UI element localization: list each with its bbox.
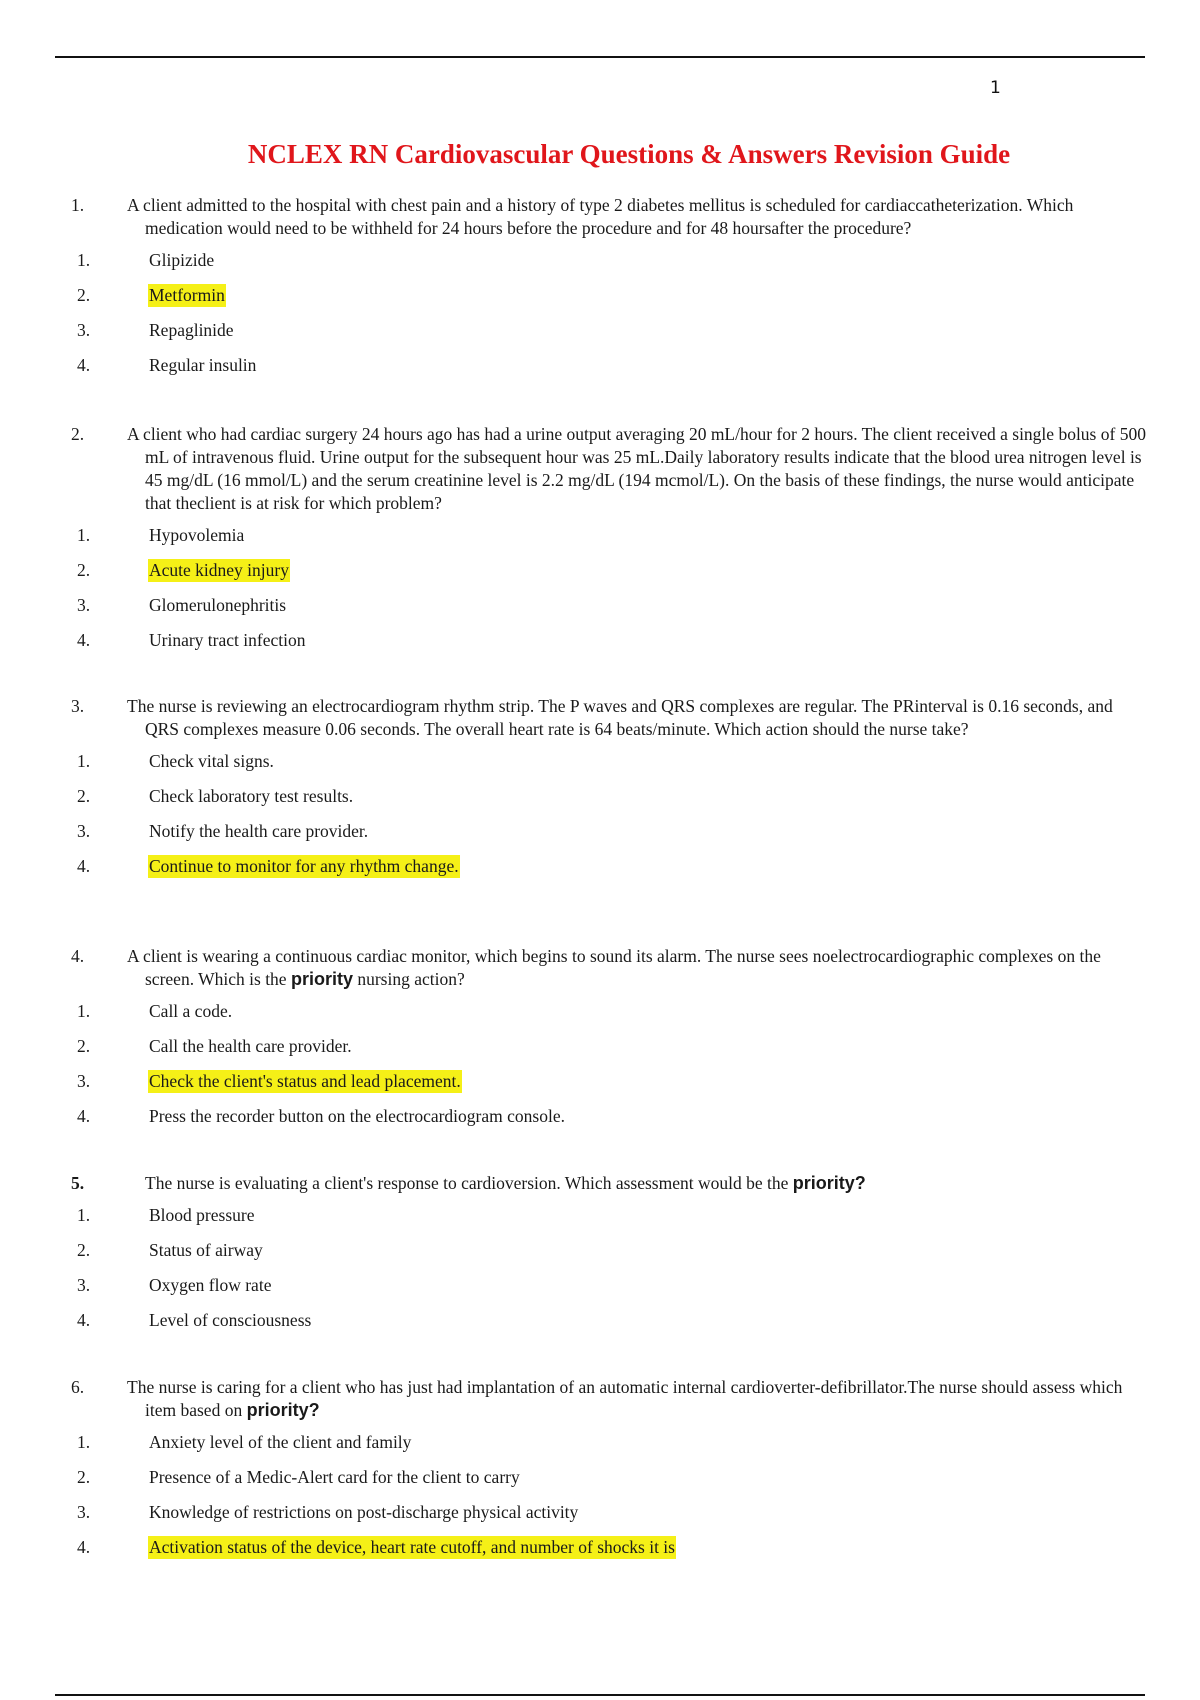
answer-option: 1. Glipizide [77,250,215,270]
answer-option: 4. Urinary tract infection [77,630,306,650]
answer-option: 2. Presence of a Medic-Alert card for the client to carry [77,1467,520,1487]
bottom-rule [55,1694,1145,1696]
question-text: 4. A client is wearing a continuous cardiac monitor, which begins to sound its alarm. The nurse sees noelectrocardiographic complexes on the screen. Which is the priority nursing action? [71,946,1101,989]
answer-option: 1. Blood pressure [77,1205,255,1225]
top-rule [55,56,1145,58]
answer-option: 3. Notify the health care provider. [77,821,369,841]
question-text: 6. The nurse is caring for a client who has just had implantation of an automatic internal cardioverter-defibrillator.The nurse should assess which item based on priority? [71,1377,1123,1420]
answer-option: 1. Anxiety level of the client and family [77,1432,412,1452]
answer-option: 3. Repaglinide [77,320,234,340]
answer-option: 4. Level of consciousness [77,1310,312,1330]
question-text: 5. The nurse is evaluating a client's response to cardioversion. Which assessment would be the priority? [71,1173,866,1193]
question-5 [71,1172,1148,1339]
priority-keyword: priority [290,969,353,989]
answer-option-correct: 4. Continue to monitor for any rhythm change. [77,856,459,876]
answer-option: 3. Oxygen flow rate [77,1275,272,1295]
answer-option: 2. Check laboratory test results. [77,786,354,806]
answer-highlight: Acute kidney injury [149,560,289,580]
answer-option: 1. Call a code. [77,1001,233,1021]
question-3 [71,695,1148,885]
question-6 [71,1376,1148,1566]
answer-option: 4. Press the recorder button on the electrocardiogram console. [77,1106,565,1126]
answer-option: 2. Call the health care provider. [77,1036,352,1056]
question-text: 3. The nurse is reviewing an electrocardiogram rhythm strip. The P waves and QRS complexes are regular. The PRinterval is 0.16 seconds, and QRS complexes measure 0.06 seconds. The overall heart rate is 64 beats/minute. Which action should the nurse take? [71,696,1113,739]
question-1 [71,194,1148,384]
document-title: NCLEX RN Cardiovascular Questions & Answers Revision Guide [247,139,1011,169]
answer-option-correct: 2. Acute kidney injury [77,560,289,580]
answer-option: 3. Glomerulonephritis [77,595,287,615]
answer-option: 4. Regular insulin [77,355,257,375]
answer-option: 2. Status of airway [77,1240,263,1260]
answer-highlight: Check the client's status and lead placement. [149,1071,461,1091]
answer-highlight: Continue to monitor for any rhythm change. [149,856,459,876]
answer-option-correct: 4. Activation status of the device, heart rate cutoff, and number of shocks it is [77,1537,675,1557]
answer-option: 3. Knowledge of restrictions on post-discharge physical activity [77,1502,579,1522]
question-text: 2. A client who had cardiac surgery 24 hours ago has had a urine output averaging 20 mL/hour for 2 hours. The client received a single bolus of 500 mL of intravenous fluid. Urine output for the subsequent hour was 25 mL.Daily laboratory results indicate that the blood urea nitrogen level is 45 mg/dL (16 mmol/L) and the serum creatinine level is 2.2 mg/dL (194 mcmol/L). On the basis of these findings, the nurse would anticipate that theclient is at risk for which problem? [71,424,1146,513]
question-4 [71,945,1148,1135]
priority-keyword: priority? [246,1400,320,1420]
answer-option-correct: 3. Check the client's status and lead placement. [77,1071,461,1091]
page-number: 1 [990,78,1001,98]
answer-highlight: Activation status of the device, heart rate cutoff, and number of shocks it is [149,1537,675,1557]
priority-keyword: priority? [792,1173,866,1193]
answer-highlight: Metformin [149,285,225,305]
answer-option: 1. Check vital signs. [77,751,274,771]
answer-option-correct: 2. Metformin [77,285,225,305]
answer-option: 1. Hypovolemia [77,525,245,545]
question-2 [71,423,1148,659]
question-text: 1. A client admitted to the hospital with chest pain and a history of type 2 diabetes mellitus is scheduled for cardiaccatheterization. Which medication would need to be withheld for 24 hours before the procedure and for 48 hoursafter the procedure? [71,195,1074,238]
